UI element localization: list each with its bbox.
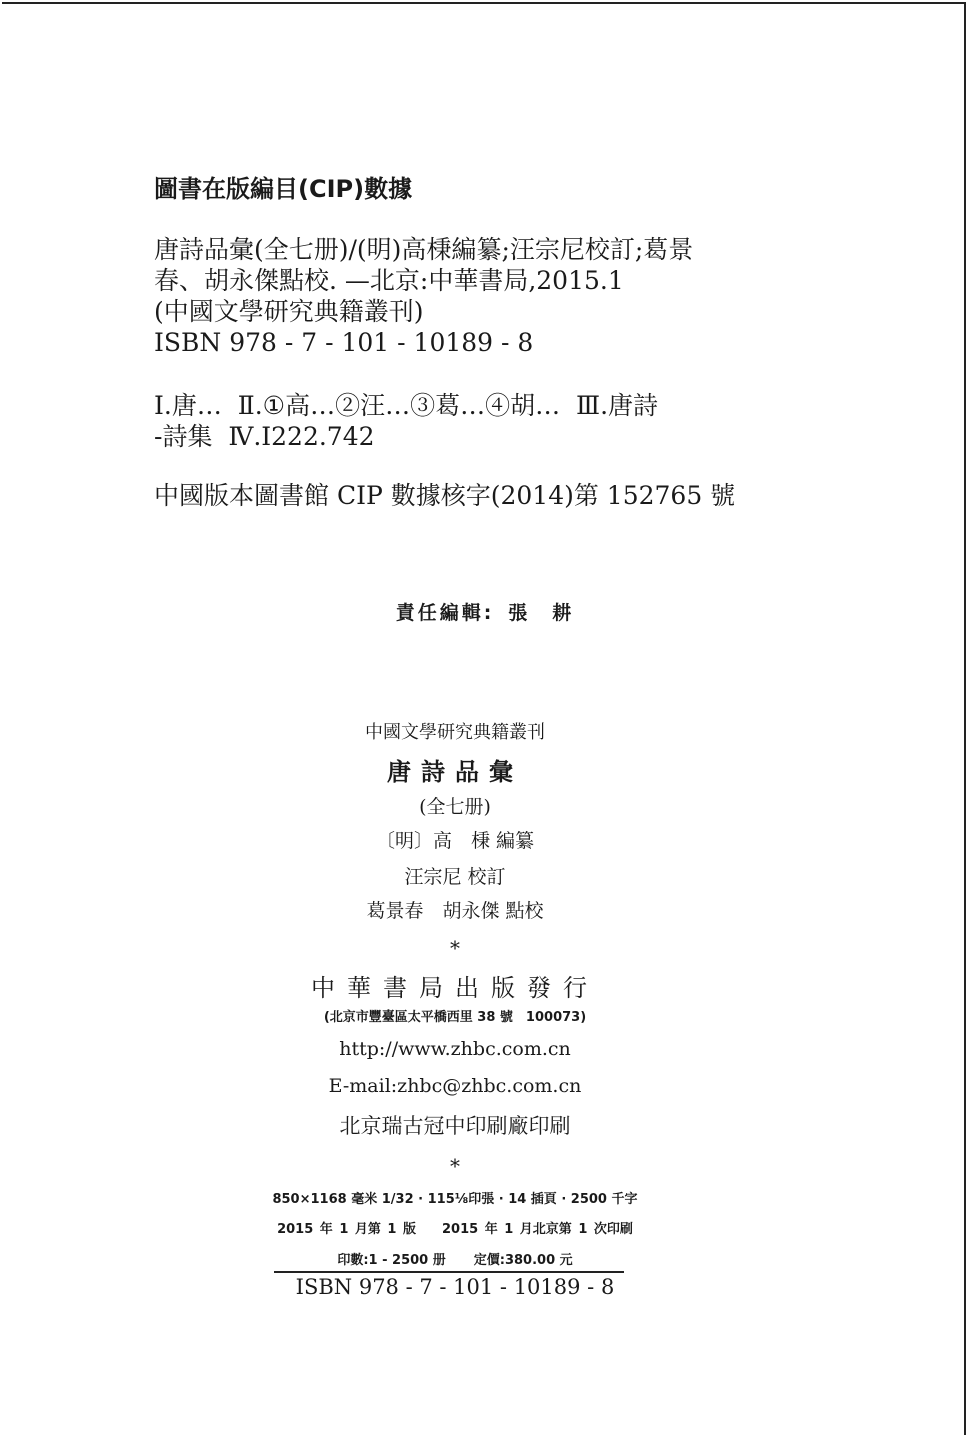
compiler-credit: 〔明〕高 棅 編纂	[375, 830, 535, 852]
cip-data-block	[154, 172, 794, 510]
cip-classification	[154, 390, 658, 452]
divider	[274, 1271, 624, 1273]
edition-info	[0, 1218, 910, 1237]
punctuator-credit: 葛景春 胡永傑 點校	[366, 900, 544, 922]
cip-description-line: (中國文學研究典籍叢刊)	[154, 297, 424, 326]
edition-printing: 2015 年 1 月北京第 1 次印刷	[442, 1222, 633, 1237]
separator-asterisk: *	[450, 1154, 460, 1178]
cip-record-number: 中國版本圖書館 CIP 數據核字(2014)第 152765 號	[154, 481, 736, 510]
cip-heading: 圖書在版編目(CIP)數據	[154, 175, 413, 203]
publisher-website: http://www.zhbc.com.cn	[339, 1038, 571, 1060]
cip-description	[154, 234, 693, 358]
cip-classification-line: -詩集 Ⅳ.I222.742	[154, 422, 375, 451]
cip-classification-line: Ⅰ.唐… Ⅱ.①高…②汪…③葛…④胡… Ⅲ.唐詩	[154, 391, 659, 420]
cip-isbn-line: ISBN 978 - 7 - 101 - 10189 - 8	[154, 328, 534, 357]
reviser-credit: 汪宗尼 校訂	[404, 866, 506, 888]
responsible-editor	[0, 598, 970, 625]
price: 定價:380.00 元	[473, 1253, 573, 1268]
format-specs: 850×1168 毫米 1/32 · 115⅛印張 · 14 插頁 · 2500 千字	[272, 1192, 638, 1207]
editor-name: 張 耕	[508, 602, 575, 624]
printer: 北京瑞古冠中印刷廠印刷	[339, 1114, 571, 1138]
publisher: 中華書局出版發行	[311, 974, 599, 1002]
cip-description-line: 春、胡永傑點校. —北京:中華書局,2015.1	[154, 266, 624, 295]
publisher-email: E-mail:zhbc@zhbc.com.cn	[328, 1075, 582, 1097]
book-title: 唐詩品彙	[387, 758, 523, 786]
cip-description-line: 唐詩品彙(全七册)/(明)高棅編纂;汪宗尼校訂;葛景	[154, 235, 694, 264]
volume-count: (全七册)	[419, 796, 491, 818]
edition-first: 2015 年 1 月第 1 版	[277, 1222, 416, 1237]
publisher-address: (北京市豐臺區太平橋西里 38 號 100073)	[323, 1010, 587, 1025]
separator-asterisk: *	[450, 936, 460, 960]
print-run: 印數:1 - 2500 册	[337, 1253, 446, 1268]
print-info	[0, 1249, 910, 1268]
editor-label: 責任編輯:	[395, 602, 495, 624]
series-title: 中國文學研究典籍叢刊	[365, 722, 545, 743]
colophon-isbn: ISBN 978 - 7 - 101 - 10189 - 8	[295, 1275, 615, 1299]
